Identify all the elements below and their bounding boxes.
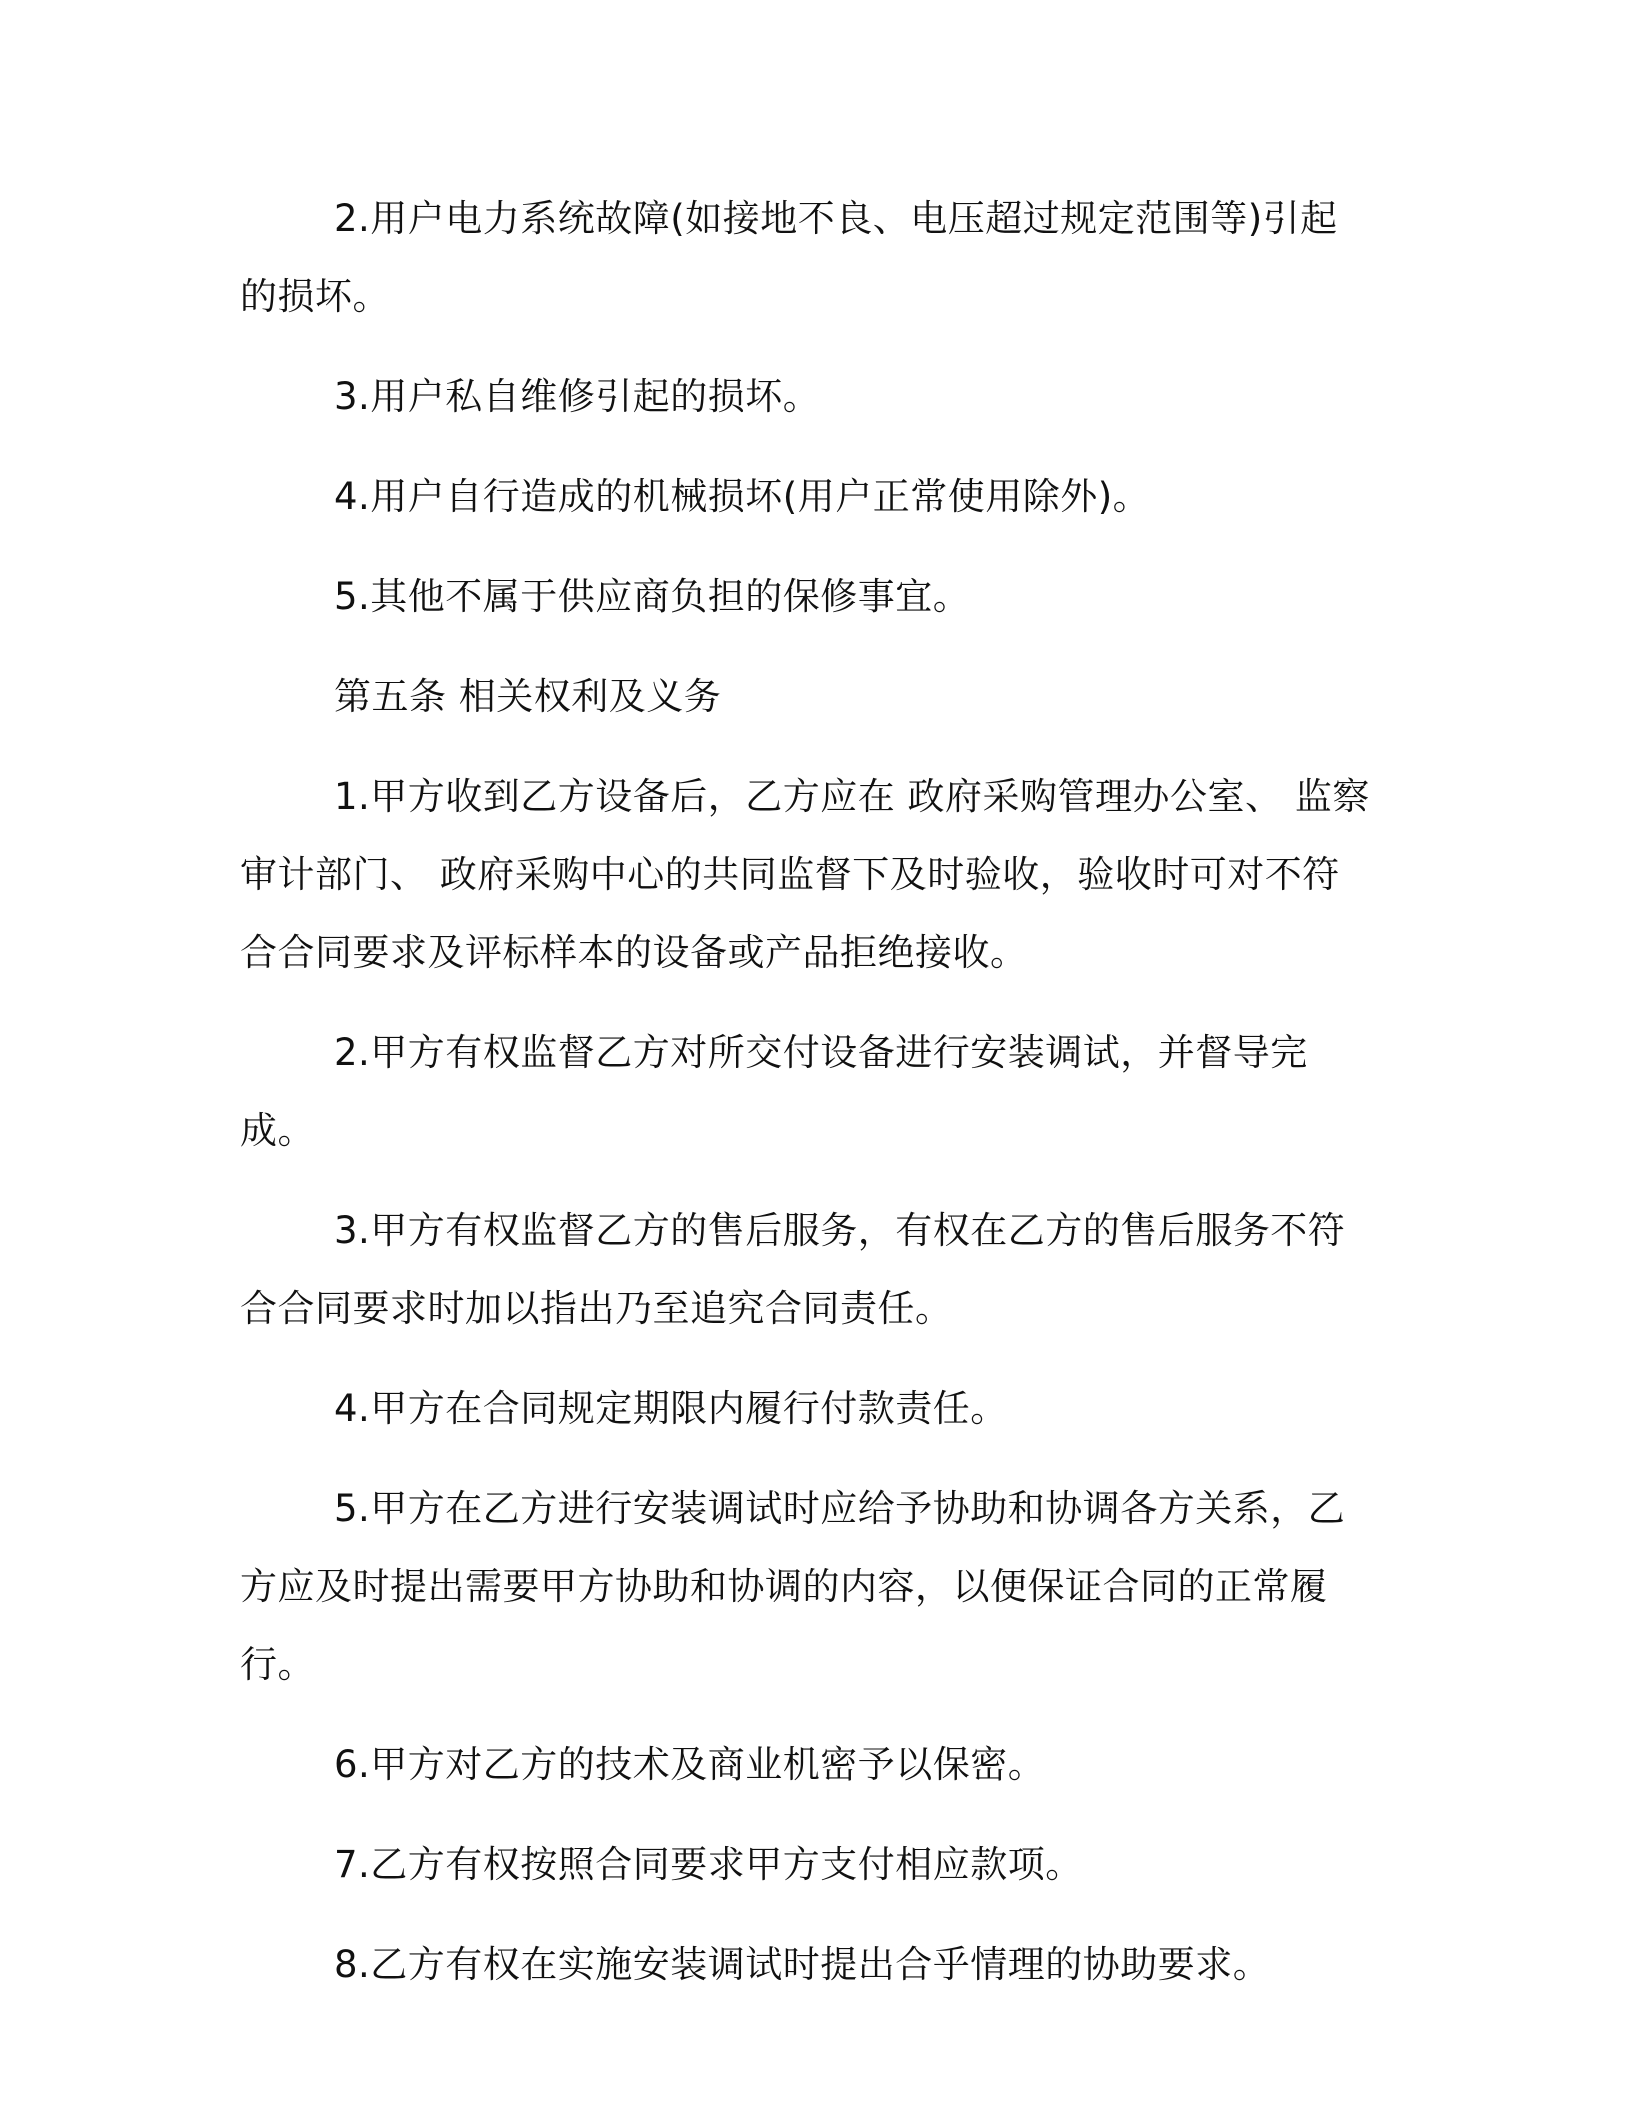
paragraph-acceptance: 1.甲方收到乙方设备后，乙方应在 政府采购管理办公室、 监察审计部门、 政府采购中心的共同监督下及时验收，验收时可对不符合合同要求及评标样本的设备或产品拒绝接收。 [240, 775, 1370, 974]
paragraph-damage-power-fault: 2.用户电力系统故障(如接地不良、电压超过规定范围等)引起的损坏。 [240, 197, 1338, 318]
paragraph-payment-right: 7.乙方有权按照合同要求甲方支付相应款项。 [334, 1843, 1083, 1886]
paragraph-after-sales-supervision: 3.甲方有权监督乙方的售后服务，有权在乙方的售后服务不符合合同要求时加以指出乃至追究合同责任。 [240, 1209, 1346, 1330]
paragraph-coordination: 5.甲方在乙方进行安装调试时应给予协助和协调各方关系，乙方应及时提出需要甲方协助和协调的内容，以便保证合同的正常履行。 [240, 1487, 1346, 1686]
document-body [240, 180, 1375, 2026]
paragraph-payment-duty: 4.甲方在合同规定期限内履行付款责任。 [334, 1387, 1008, 1430]
paragraph-installation-supervision: 2.甲方有权监督乙方对所交付设备进行安装调试，并督导完成。 [240, 1031, 1308, 1152]
paragraph-other-exclusions: 5.其他不属于供应商负担的保修事宜。 [334, 575, 971, 618]
paragraph-confidentiality: 6.甲方对乙方的技术及商业机密予以保密。 [334, 1743, 1046, 1786]
paragraph-damage-mechanical: 4.用户自行造成的机械损坏(用户正常使用除外)。 [334, 475, 1151, 518]
paragraph-damage-private-repair: 3.用户私自维修引起的损坏。 [334, 375, 821, 418]
paragraph-assistance-request: 8.乙方有权在实施安装调试时提出合乎情理的协助要求。 [334, 1943, 1271, 1986]
section-heading-article-5: 第五条 相关权利及义务 [334, 675, 722, 718]
